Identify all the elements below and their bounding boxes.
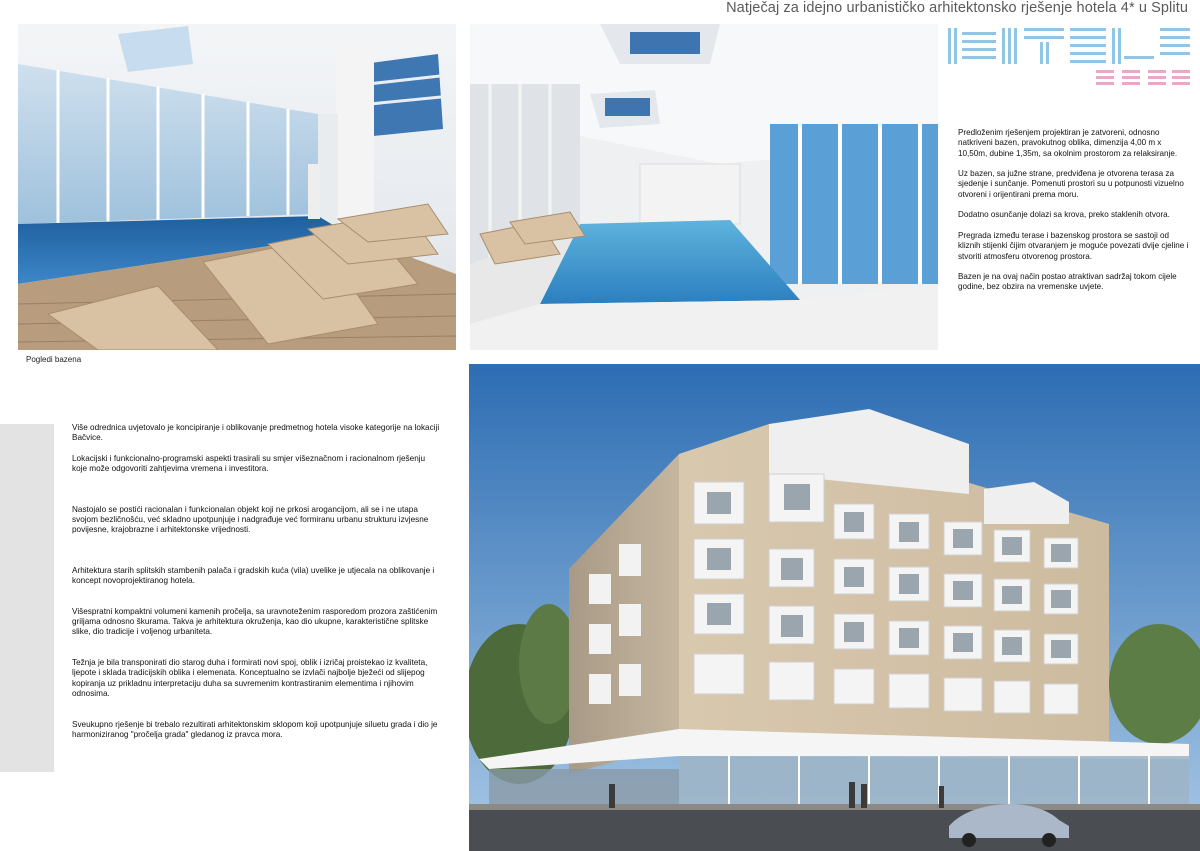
pool-description-paragraph: Pregrada između terase i bazenskog prostora se sastoji od kliznih stijenki čijim otvaranjem je moguće povezati dvije cjeline i stvoriti atmosferu otvorenog prostora. — [958, 230, 1189, 261]
page-title: Natječaj za idejno urbanističko arhitektonsko rješenje hotela 4* u Splitu — [726, 0, 1188, 16]
logo-pattern-graphic — [946, 26, 1196, 94]
pool-view-2-image — [470, 24, 938, 350]
concept-paragraph: Lokacijski i funkcionalno-programski aspekti trasirali su smjer višeznačnom i racionalnom rješenju koje može odgovoriti zahtjevima vremena i investitora. — [72, 453, 426, 474]
pool-description-paragraph: Predloženim rješenjem projektiran je zatvoreni, odnosno natkriveni bazen, pravokutnog oblika, dimenzija 4,00 m x 10,50m, dubine 1,35m, sa okolnim prostorom za relaksiranje. — [958, 128, 1178, 158]
pool-description-paragraph: Bazen je na ovaj način postao atraktivan sadržaj tokom cijele godine, bez obzira na vremenske uvjete. — [958, 272, 1177, 292]
concept-paragraph: Nastojalo se postići racionalan i funkcionalan objekt koji ne prkosi arogancijom, ali se i ne utapa svojom bezličnošću, već skladno upotpunjuje i nadgrađuje već formiranu urbanu strukturu izvjesne povijesne, krajobrazne i arhitektonske vrijednosti. — [72, 504, 429, 535]
concept-paragraph: Arhitektura starih splitskih stambenih palača i gradskih kuća (vila) uvelike je utjecala na oblikovanje i koncept novoprojektiranog hotela. — [72, 565, 435, 586]
decorative-strip — [0, 424, 54, 772]
pool-description-paragraph: Uz bazen, sa južne strane, predviđena je otvorena terasa za sjedenje i sunčanje. Pomenuti prostori su u potpunosti vizuelno otvoreni i orijentirani prema moru. — [958, 169, 1184, 199]
pool-views-caption: Pogledi bazena — [26, 355, 82, 364]
logo-pattern — [946, 26, 1196, 94]
concept-text — [72, 423, 442, 740]
pool-description-paragraph: Dodatno osunčanje dolazi sa krova, preko staklenih otvora. — [958, 210, 1170, 220]
concept-paragraph: Višespratni kompaktni volumeni kamenih pročelja, sa uravnoteženim rasporedom prozora zaštićenim griljama odnosno škurama. Takva je arhitektura okruženja, kao dio ukupne, karakteristične splitske slike, dio tradicije i voljenog urbaniteta. — [72, 606, 438, 637]
concept-paragraph: Više odrednica uvjetovalo je koncipiranje i oblikovanje predmetnog hotela visoke kategorije na lokaciji Bačvice. — [72, 423, 440, 443]
concept-paragraph: Sveukupno rješenje bi trebalo rezultirati arhitektonskim sklopom koji upotpunjuje siluetu grada i dio je harmoniziranog "pročelja grada" gledanog iz pravca mora. — [72, 719, 438, 739]
hotel-exterior-image — [469, 364, 1200, 851]
concept-paragraph: Težnja je bila transponirati dio starog duha i formirati novi spoj, oblik i izričaj proistekao iz kvaliteta, ljepote i sklada tradicijskih oblika i elemenata. Konceptualno se izvlači najbolje bježeći od slijepog kopiranja uz prikladnu interpretaciju duha sa suvremenim kontrastiranim elementima i njihovim odnosima. — [72, 657, 428, 699]
pool-description — [958, 128, 1190, 303]
pool-view-1-image — [18, 24, 456, 350]
